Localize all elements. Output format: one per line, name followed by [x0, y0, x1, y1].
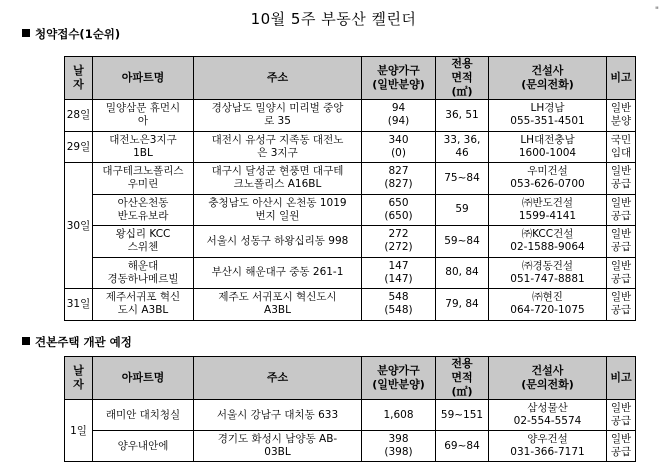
cell-area: 59~84: [436, 226, 489, 258]
cell-addr: 대구시 달성군 현풍면 대구테 크노폴리스 A16BL: [194, 163, 362, 195]
section-heading-subscription: 청약접수(1순위): [22, 26, 120, 42]
cell-date: 30일: [65, 163, 93, 289]
cell-builder: ㈜반도건설 1599-4141: [489, 194, 607, 226]
header-apt: 아파트명: [93, 57, 194, 100]
table-row: [65, 226, 636, 258]
cell-builder: 양우건설 031-366-7171: [489, 431, 607, 462]
header-units: 분양가구 (일반분양): [362, 57, 436, 100]
table-row: [65, 431, 636, 462]
header-builder: 건설사 (문의전화): [489, 357, 607, 400]
cell-addr: 서울시 성동구 하왕십리동 998: [194, 226, 362, 258]
header-area: 전용 면적 (㎡): [436, 57, 489, 100]
cell-units: 650 (650): [362, 194, 436, 226]
cell-builder: ㈜현진 064-720-1075: [489, 289, 607, 321]
table-header-row: [65, 357, 636, 400]
header-units: 분양가구 (일반분양): [362, 357, 436, 400]
cell-date: 1일: [65, 400, 93, 462]
cell-apt: 래미안 대치청실: [93, 400, 194, 431]
header-note: 비고: [607, 57, 636, 100]
table-row: [65, 400, 636, 431]
cell-area: 59: [436, 194, 489, 226]
corner-mark: ": [654, 6, 659, 16]
cell-units: 548 (548): [362, 289, 436, 321]
table-row: [65, 194, 636, 226]
cell-note: 일반 공급: [607, 431, 636, 462]
header-date: 날 자: [65, 357, 93, 400]
cell-builder: 삼성물산 02-554-5574: [489, 400, 607, 431]
cell-addr: 제주도 서귀포시 혁신도시 A3BL: [194, 289, 362, 321]
cell-addr: 경기도 화성시 남양동 AB- 03BL: [194, 431, 362, 462]
header-addr: 주소: [194, 57, 362, 100]
section-heading-model-house: 견본주택 개관 예정: [22, 334, 132, 350]
subscription-table: [64, 56, 636, 321]
cell-builder: LH경남 055-351-4501: [489, 100, 607, 132]
table-row: [65, 289, 636, 321]
cell-area: 79, 84: [436, 289, 489, 321]
cell-builder: ㈜경동건설 051-747-8881: [489, 257, 607, 289]
cell-addr: 서울시 강남구 대치동 633: [194, 400, 362, 431]
cell-units: 398 (398): [362, 431, 436, 462]
square-bullet-icon: [22, 29, 30, 37]
square-bullet-icon: [22, 337, 30, 345]
cell-area: 36, 51: [436, 100, 489, 132]
cell-addr: 대전시 유성구 지족동 대전노 은 3지구: [194, 131, 362, 163]
cell-note: 일반 공급: [607, 226, 636, 258]
header-date: 날 자: [65, 57, 93, 100]
cell-note: 일반 공급: [607, 163, 636, 195]
cell-apt: 대구테크노폴리스 우미린: [93, 163, 194, 195]
model-house-table: [64, 356, 636, 462]
cell-area: 80, 84: [436, 257, 489, 289]
cell-units: 340 (0): [362, 131, 436, 163]
cell-note: 일반 공급: [607, 194, 636, 226]
cell-builder: 우미건설 053-626-0700: [489, 163, 607, 195]
header-note: 비고: [607, 357, 636, 400]
cell-apt: 해운대 경동하나메르빌: [93, 257, 194, 289]
cell-note: 일반 공급: [607, 289, 636, 321]
table-header-row: [65, 57, 636, 100]
cell-note: 일반 분양: [607, 100, 636, 132]
table-row: [65, 163, 636, 195]
cell-apt: 대전노은3지구 1BL: [93, 131, 194, 163]
page-title: 10월 5주 부동산 켈린더: [250, 10, 417, 28]
table-row: [65, 100, 636, 132]
cell-date: 28일: [65, 100, 93, 132]
cell-area: 59~151: [436, 400, 489, 431]
table-row: [65, 257, 636, 289]
cell-builder: ㈜KCC건설 02-1588-9064: [489, 226, 607, 258]
cell-apt: 밀양삼문 휴먼시 아: [93, 100, 194, 132]
header-area: 전용 면적 (㎡): [436, 357, 489, 400]
cell-units: 827 (827): [362, 163, 436, 195]
cell-units: 272 (272): [362, 226, 436, 258]
cell-note: 일반 공급: [607, 257, 636, 289]
cell-date: 31일: [65, 289, 93, 321]
cell-note: 일반 공급: [607, 400, 636, 431]
header-addr: 주소: [194, 357, 362, 400]
cell-date: 29일: [65, 131, 93, 163]
cell-units: 1,608: [362, 400, 436, 431]
cell-apt: 아산온천동 반도유보라: [93, 194, 194, 226]
cell-area: 75~84: [436, 163, 489, 195]
cell-apt: 제주서귀포 혁신 도시 A3BL: [93, 289, 194, 321]
table-row: [65, 131, 636, 163]
cell-builder: LH대전충남 1600-1004: [489, 131, 607, 163]
cell-addr: 부산시 해운대구 중동 261-1: [194, 257, 362, 289]
cell-note: 국민 임대: [607, 131, 636, 163]
cell-apt: 왕십리 KCC 스위첸: [93, 226, 194, 258]
cell-area: 69~84: [436, 431, 489, 462]
cell-addr: 충청남도 아산시 온천동 1019 번지 일원: [194, 194, 362, 226]
cell-area: 33, 36, 46: [436, 131, 489, 163]
header-apt: 아파트명: [93, 357, 194, 400]
cell-addr: 경상남도 밀양시 미리벌 중앙 로 35: [194, 100, 362, 132]
cell-units: 94 (94): [362, 100, 436, 132]
header-builder: 건설사 (문의전화): [489, 57, 607, 100]
cell-apt: 양우내안에: [93, 431, 194, 462]
cell-units: 147 (147): [362, 257, 436, 289]
